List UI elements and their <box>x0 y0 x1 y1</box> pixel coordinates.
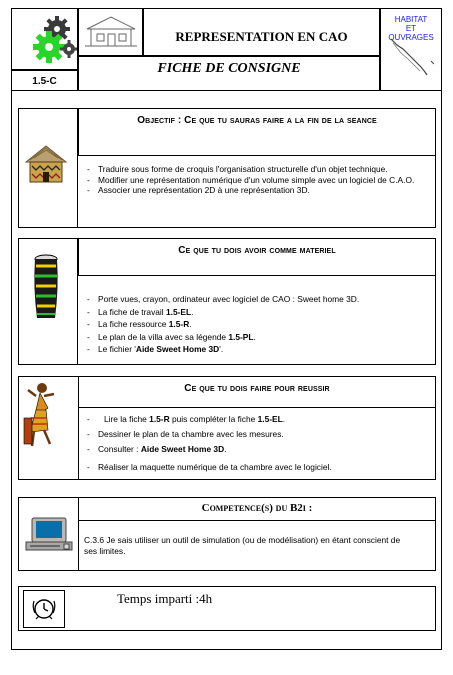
list-item: - Modifier une représentation numérique d'un volume simple avec un logiciel de C.A.O. <box>82 175 422 186</box>
map-cell <box>380 8 442 91</box>
materiel-list <box>82 293 427 356</box>
subtitle-cell <box>78 56 380 91</box>
sub-title: FICHE DE CONSIGNE <box>157 61 301 76</box>
list-item: - Consulter : Aide Sweet Home 3D. <box>82 442 427 457</box>
temps-text: Temps imparti :4h <box>117 591 213 606</box>
code-cell <box>11 70 78 91</box>
faire-title: Ce que tu dois faire pour reussir <box>184 383 330 394</box>
competence-title-box <box>78 497 436 521</box>
objectif-list <box>82 164 422 196</box>
temps-section <box>18 586 436 631</box>
list-item: - La fiche ressource 1.5-R. <box>82 318 427 331</box>
logo-cell <box>11 8 78 70</box>
drum-icon <box>31 254 61 322</box>
habitat-label <box>381 15 441 42</box>
hut-icon <box>24 144 68 186</box>
fiche-code: 1.5-C <box>32 76 57 87</box>
list-item: - La fiche de travail 1.5-EL. <box>82 306 427 319</box>
gears-icon <box>27 14 77 64</box>
materiel-title-box <box>78 238 436 276</box>
computer-icon <box>24 516 74 554</box>
objectif-title: Objectif : Ce que tu sauras faire a la fin de la seance <box>137 115 377 126</box>
faire-list-box <box>78 408 436 480</box>
competence-vline <box>78 521 79 571</box>
materiel-list-box <box>78 276 436 365</box>
list-item: - Lire la fiche 1.5-R puis compléter la fiche 1.5-EL. <box>82 412 427 427</box>
list-item: - Associer une représentation 2D à une représentation 3D. <box>82 185 422 196</box>
clock-icon <box>28 593 60 625</box>
house-icon <box>83 15 139 49</box>
faire-list <box>82 412 427 475</box>
main-title-cell <box>143 8 380 56</box>
dancer-icon <box>22 380 62 450</box>
habitat-line-3: OUVRAGES <box>388 33 434 42</box>
list-item: - Réaliser la maquette numérique de ta chambre avec le logiciel. <box>82 460 427 475</box>
house-cell <box>78 8 143 56</box>
list-item: - Dessiner le plan de ta chambre avec les mesures. <box>82 427 427 442</box>
list-item: - Le fichier 'Aide Sweet Home 3D'. <box>82 343 427 356</box>
habitat-line-2: ET <box>405 24 417 33</box>
objectif-list-box <box>78 156 436 228</box>
list-item: - Le plan de la villa avec sa légende 1.5-PL. <box>82 331 427 344</box>
list-item: - Porte vues, crayon, ordinateur avec logiciel de CAO : Sweet home 3D. <box>82 293 427 306</box>
list-item: - Traduire sous forme de croquis l'organisation structurelle d'un objet technique. <box>82 164 422 175</box>
competence-text: C.3.6 Je sais utiliser un outil de simulation (ou de modélisation) en étant conscient de ses limites. <box>84 535 401 556</box>
habitat-line-1: HABITAT <box>394 15 428 24</box>
objectif-title-box <box>78 108 436 156</box>
materiel-title: Ce que tu dois avoir comme materiel <box>178 245 336 256</box>
faire-title-box <box>78 376 436 408</box>
competence-title: Competence(s) du B2i : <box>201 502 313 514</box>
main-title: REPRESENTATION EN CAO <box>175 29 348 44</box>
